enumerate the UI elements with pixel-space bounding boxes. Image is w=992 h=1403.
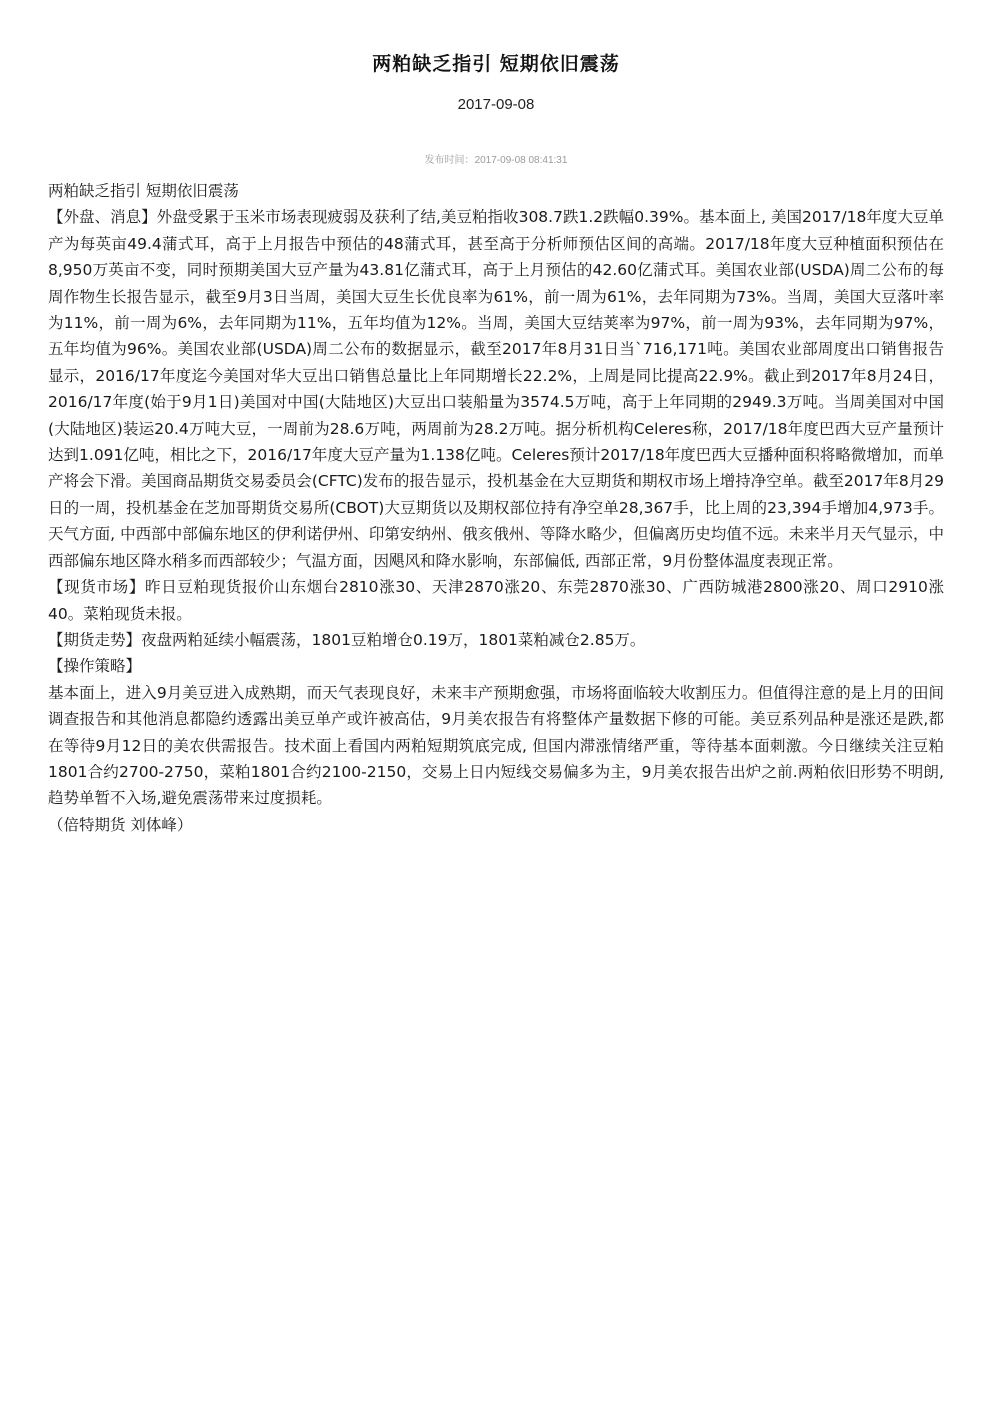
article-date: 2017-09-08 xyxy=(457,96,535,113)
section-heading: 【现货市场】 xyxy=(48,578,146,597)
published-time: 2017-09-08 08:41:31 xyxy=(474,155,568,166)
published-label: 发布时间： xyxy=(424,155,475,166)
section-external-news xyxy=(48,204,944,574)
section-heading: 【外盘、消息】 xyxy=(48,208,157,227)
article-title: 两粕缺乏指引 短期依旧震荡 xyxy=(372,53,620,75)
published-time-line xyxy=(0,151,992,166)
byline: （倍特期货 刘体峰） xyxy=(48,815,193,834)
strategy-paragraph: 基本面上，进入9月美豆进入成熟期，而天气表现良好，未来丰产预期愈强，市场将面临较大收割压力。但值得注意的是上月的田间调查报告和其他消息都隐约透露出美豆单产或许被高估，9月美农报告有将整体产量数据下修的可能。美豆系列品种是涨还是跌,都在等待9月12日的美农供需报告。技术面上看国内两粕短期筑底完成, 但国内滞涨情绪严重，等待基本面刺激。今日继续关注豆粕1801合约2700-2750，菜粕1801合约2100-2150，交易上日内短线交易偏多为主，9月美农报告出炉之前.两粕依旧形势不明朗,趋势单暂不入场,避免震荡带来过度损耗。 xyxy=(48,683,944,808)
section-text: 夜盘两粕延续小幅震荡，1801豆粕增仓0.19万，1801菜粕减仓2.85万。 xyxy=(141,630,646,649)
section-futures-trend xyxy=(48,627,944,653)
lead-paragraph: 两粕缺乏指引 短期依旧震荡 xyxy=(48,182,239,200)
section-text: 昨日豆粕现货报价山东烟台2810涨30、天津2870涨20、东莞2870涨30、广西防城港2800涨20、周口2910涨40。菜粕现货未报。 xyxy=(48,578,944,623)
section-text: 外盘受累于玉米市场表现疲弱及获利了结,美豆粕指收308.7跌1.2跌幅0.39%。基本面上, 美国2017/18年度大豆单产为每英亩49.4蒲式耳，高于上月报告中预估的48蒲式耳，甚至高于分析师预估区间的高端。2017/18年度大豆种植面积预估在8,950万英亩不变，同时预期美国大豆产量为43.81亿蒲式耳，高于上月预估的42.60亿蒲式耳。美国农业部(USDA)周二公布的每周作物生长报告显示，截至9月3日当周，美国大豆生长优良率为61%，前一周为61%，去年同期为73%。当周，美国大豆落叶率为11%，前一周为6%，去年同期为11%，五年均值为12%。当周，美国大豆结荚率为97%，前一周为93%，去年同期为97%，五年均值为96%。美国农业部(USDA)周二公布的数据显示，截至2017年8月31日当`716,171吨。美国农业部周度出口销售报告显示，2016/17年度迄今美国对华大豆出口销售总量比上年同期增长22.2%，上周是同比提高22.9%。截止到2017年8月24日，2016/17年度(始于9月1日)美国对中国(大陆地区)大豆出口装船量为3574.5万吨，高于上年同期的2949.3万吨。当周美国对中国(大陆地区)装运20.4万吨大豆，一周前为28.6万吨，两周前为28.2万吨。据分析机构Celeres称，2017/18年度巴西大豆产量预计达到1.091亿吨，相比之下，2016/17年度大豆产量为1.138亿吨。Celeres预计2017/18年度巴西大豆播种面积将略微增加，而单产将会下滑。美国商品期货交易委员会(CFTC)发布的报告显示，投机基金在大豆期货和期权市场上增持净空单。截至2017年8月29日的一周，投机基金在芝加哥期货交易所(CBOT)大豆期货以及期权部位持有净空单28,367手，比上周的23,394手增加4,973手。天气方面, 中西部中部偏东地区的伊利诺伊州、印第安纳州、俄亥俄州、等降水略少，但偏离历史均值不远。未来半月天气显示，中西部偏东地区降水稍多而西部较少；气温方面，因飓风和降水影响，东部偏低, 西部正常，9月份整体温度表现正常。 xyxy=(48,208,944,570)
strategy-heading: 【操作策略】 xyxy=(48,657,142,676)
article-body xyxy=(48,178,944,838)
section-spot-market xyxy=(48,574,944,627)
section-heading: 【期货走势】 xyxy=(48,630,142,649)
